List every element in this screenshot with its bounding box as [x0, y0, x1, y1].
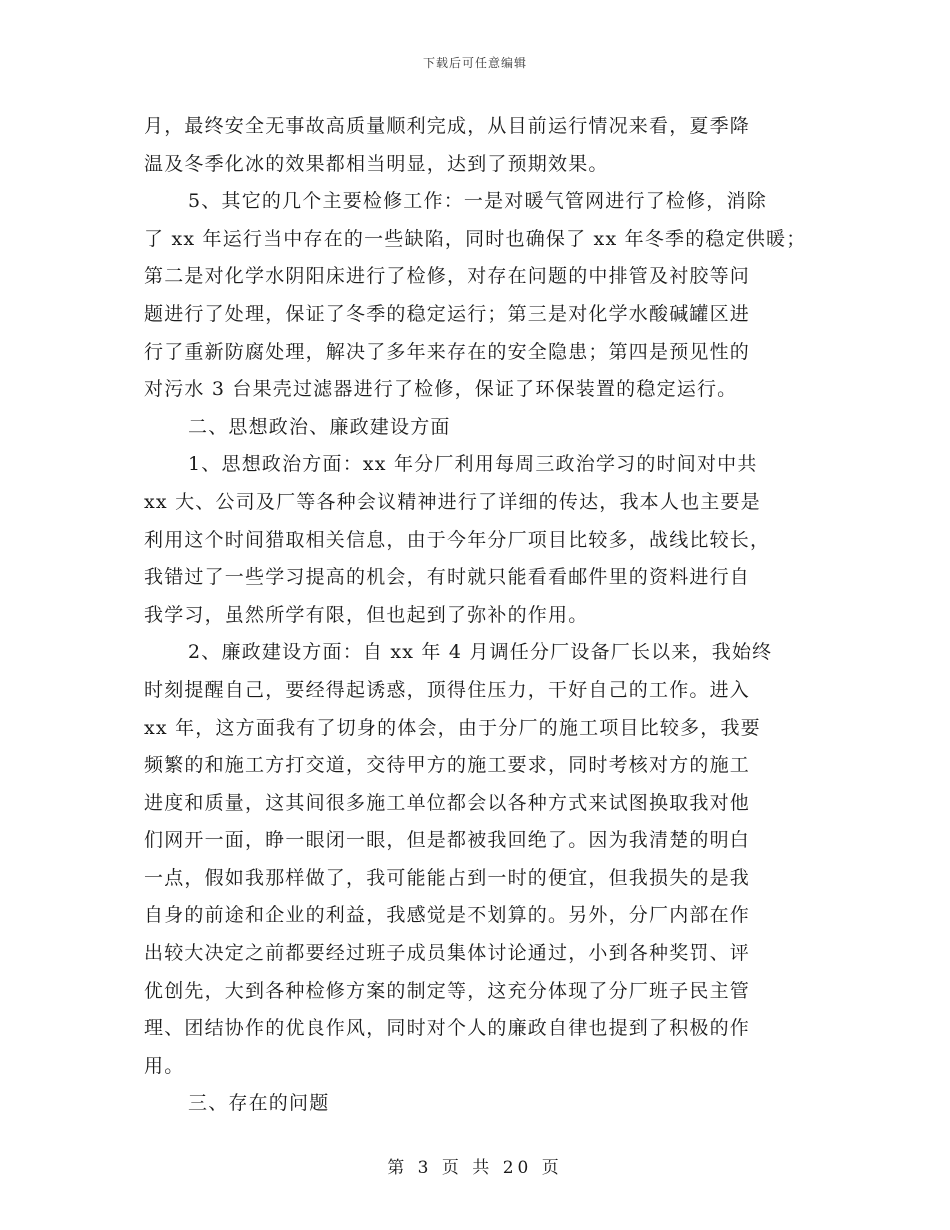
body-text [144, 108, 807, 1123]
text-line: 对污水 3 台果壳过滤器进行了检修，保证了环保装置的稳定运行。 [144, 378, 738, 401]
text-line: 二、思想政治、廉政建设方面 [188, 415, 451, 438]
text-line: 温及冬季化冰的效果都相当明显，达到了预期效果。 [144, 152, 609, 175]
text-line: 时刻提醒自己，要经得起诱惑，顶得住压力，干好自己的工作。进入 [144, 678, 751, 701]
text-line: xx 大、公司及厂等各种会议精神进行了详细的传达，我本人也主要是 [144, 490, 761, 513]
text-line: 我学习，虽然所学有限，但也起到了弥补的作用。 [144, 603, 589, 626]
header-note: 下载后可任意编辑 [422, 56, 527, 70]
text-line: xx 年，这方面我有了切身的体会，由于分厂的施工项目比较多，我要 [144, 716, 761, 739]
text-line: 们网开一面，睁一眼闭一眼，但是都被我回绝了。因为我清楚的明白 [144, 829, 751, 852]
text-line: 1、思想政治方面：xx 年分厂利用每周三政治学习的时间对中共 [188, 453, 758, 476]
text-line: 出较大决定之前都要经过班子成员集体讨论通过，小到各种奖罚、评 [144, 942, 751, 965]
text-line: 第二是对化学水阴阳床进行了检修，对存在问题的中排管及衬胶等问 [144, 265, 751, 288]
text-line: 三、存在的问题 [188, 1092, 330, 1115]
text-line: 月，最终安全无事故高质量顺利完成，从目前运行情况来看，夏季降 [144, 115, 751, 137]
text-line: 行了重新防腐处理，解决了多年来存在的安全隐患；第四是预见性的 [144, 340, 751, 363]
page-footer: 第 3 页 共 20 页 [387, 1158, 563, 1178]
text-line: 5、其它的几个主要检修工作：一是对暖气管网进行了检修，消除 [188, 190, 767, 213]
text-line: 理、团结协作的优良作风，同时对个人的廉政自律也提到了积极的作 [144, 1017, 751, 1040]
text-line: 自身的前途和企业的利益，我感觉是不划算的。另外，分厂内部在作 [144, 904, 751, 927]
text-line: 2、廉政建设方面：自 xx 年 4 月调任分厂设备厂长以来，我始终 [188, 641, 773, 664]
text-line: 用。 [144, 1054, 185, 1077]
text-line: 进度和质量，这其间很多施工单位都会以各种方式来试图换取我对他 [144, 791, 751, 814]
text-line: 题进行了处理，保证了冬季的稳定运行；第三是对化学水酸碱罐区进 [144, 302, 751, 325]
text-line: 优创先，大到各种检修方案的制定等，这充分体现了分厂班子民主管 [144, 979, 751, 1002]
text-line: 了 xx 年运行当中存在的一些缺陷，同时也确保了 xx 年冬季的稳定供暖； [144, 227, 807, 250]
text-line: 我错过了一些学习提高的机会，有时就只能看看邮件里的资料进行自 [144, 566, 751, 589]
text-line: 频繁的和施工方打交道，交待甲方的施工要求，同时考核对方的施工 [144, 754, 751, 777]
text-line: 一点，假如我那样做了，我可能能占到一时的便宜，但我损失的是我 [144, 866, 751, 889]
text-line: 利用这个时间猎取相关信息，由于今年分厂项目比较多，战线比较长， [144, 528, 771, 551]
